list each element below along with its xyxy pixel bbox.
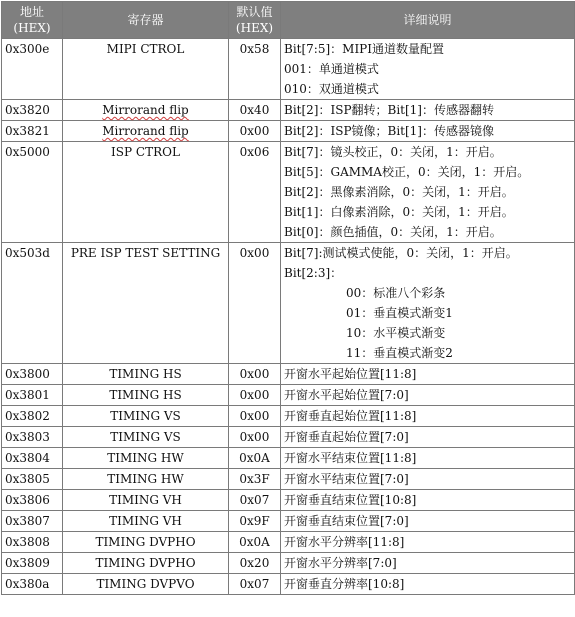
- register-name-text: TIMING HW: [107, 472, 184, 486]
- register-description: [281, 142, 575, 243]
- description-line: 开窗垂直分辨率[10:8]: [284, 577, 405, 591]
- description-line: 开窗水平结束位置[11:8]: [284, 451, 417, 465]
- register-name: [63, 142, 229, 243]
- register-description: [281, 532, 575, 553]
- register-name: [63, 406, 229, 427]
- register-default: 0x07: [229, 574, 281, 595]
- register-name: [63, 243, 229, 364]
- register-name-text: PRE ISP TEST SETTING: [70, 246, 221, 260]
- register-description: [281, 490, 575, 511]
- register-address: 0x3809: [2, 553, 63, 574]
- register-default: 0x3F: [229, 469, 281, 490]
- register-address: 0x5000: [2, 142, 63, 243]
- description-line: Bit[1]：白像素消除，0：关闭，1：开启。: [284, 205, 514, 219]
- register-name-text: TIMING HS: [109, 388, 182, 402]
- register-name-text: TIMING VS: [110, 430, 181, 444]
- header-default-unit: (HEX): [235, 21, 274, 35]
- register-name: [63, 448, 229, 469]
- register-name: [63, 427, 229, 448]
- header-description: 详细说明: [281, 2, 575, 39]
- register-default: 0x9F: [229, 511, 281, 532]
- register-description: [281, 469, 575, 490]
- description-line: 10：水平模式渐变: [346, 326, 446, 340]
- table-row: [2, 469, 575, 490]
- table-row: [2, 385, 575, 406]
- table-body: [2, 39, 575, 595]
- register-name: [63, 364, 229, 385]
- table-row: [2, 574, 575, 595]
- table-row: [2, 39, 575, 100]
- register-address: 0x3804: [2, 448, 63, 469]
- header-address-label: 地址: [19, 5, 44, 19]
- register-default: 0x20: [229, 553, 281, 574]
- register-name-text: TIMING VH: [109, 493, 182, 507]
- header-row: [2, 2, 575, 39]
- register-address: 0x300e: [2, 39, 63, 100]
- register-description: [281, 121, 575, 142]
- register-name-text: MIPI CTROL: [106, 42, 185, 56]
- description-line: 开窗垂直结束位置[7:0]: [284, 514, 409, 528]
- description-line: Bit[0]：颜色插值，0：关闭，1：开启。: [284, 225, 502, 239]
- register-name: [63, 532, 229, 553]
- register-name-text: TIMING HW: [107, 451, 184, 465]
- register-name-text: ISP CTROL: [111, 145, 180, 159]
- register-address: 0x3820: [2, 100, 63, 121]
- description-line: Bit[2]：ISP镜像；Bit[1]：传感器镜像: [284, 124, 494, 138]
- description-line: 开窗垂直起始位置[11:8]: [284, 409, 417, 423]
- register-name: [63, 100, 229, 121]
- table-row: [2, 364, 575, 385]
- register-default: 0x00: [229, 364, 281, 385]
- table-row: [2, 100, 575, 121]
- register-name: [63, 121, 229, 142]
- header-register: 寄存器: [63, 2, 229, 39]
- table-row: [2, 142, 575, 243]
- header-address-unit: (HEX): [13, 21, 51, 35]
- register-table: [1, 1, 575, 595]
- register-address: 0x3802: [2, 406, 63, 427]
- description-line: 01：垂直模式渐变1: [346, 306, 453, 320]
- register-address: 0x3805: [2, 469, 63, 490]
- table-row: [2, 427, 575, 448]
- header-default-label: 默认值: [236, 5, 273, 19]
- register-address: 0x380a: [2, 574, 63, 595]
- register-default: 0x0A: [229, 532, 281, 553]
- description-line: 010：双通道模式: [284, 82, 379, 96]
- register-description: [281, 406, 575, 427]
- description-line: Bit[7]:测试模式使能，0：关闭，1：开启。: [284, 246, 518, 260]
- register-name: [63, 553, 229, 574]
- register-address: 0x3806: [2, 490, 63, 511]
- table-row: [2, 511, 575, 532]
- description-line: 开窗垂直起始位置[7:0]: [284, 430, 409, 444]
- description-line: 00：标准八个彩条: [346, 286, 446, 300]
- register-name-text: TIMING HS: [109, 367, 182, 381]
- register-address: 0x3807: [2, 511, 63, 532]
- register-name: [63, 574, 229, 595]
- description-line: 开窗水平起始位置[7:0]: [284, 388, 409, 402]
- register-description: [281, 553, 575, 574]
- description-line: Bit[2]：黑像素消除，0：关闭，1：开启。: [284, 185, 514, 199]
- description-line: Bit[5]：GAMMA校正，0：关闭，1：开启。: [284, 165, 530, 179]
- header-default: [229, 2, 281, 39]
- description-line: Bit[7:5]：MIPI通道数量配置: [284, 42, 444, 56]
- register-name: [63, 469, 229, 490]
- register-description: [281, 511, 575, 532]
- register-name-text: TIMING VH: [109, 514, 182, 528]
- table-row: [2, 448, 575, 469]
- register-name-text: Mirrorand flip: [102, 103, 189, 117]
- register-description: [281, 39, 575, 100]
- register-name-text: TIMING DVPHO: [95, 535, 196, 549]
- register-name: [63, 39, 229, 100]
- register-default: 0x0A: [229, 448, 281, 469]
- register-address: 0x3801: [2, 385, 63, 406]
- register-default: 0x58: [229, 39, 281, 100]
- register-description: [281, 574, 575, 595]
- register-description: [281, 427, 575, 448]
- header-address: [2, 2, 63, 39]
- table-row: [2, 121, 575, 142]
- description-line: 001：单通道模式: [284, 62, 379, 76]
- table-row: [2, 532, 575, 553]
- register-address: 0x3800: [2, 364, 63, 385]
- register-default: 0x07: [229, 490, 281, 511]
- table-row: [2, 553, 575, 574]
- register-description: [281, 385, 575, 406]
- register-name: [63, 490, 229, 511]
- description-line: 开窗垂直结束位置[10:8]: [284, 493, 417, 507]
- register-default: 0x00: [229, 121, 281, 142]
- register-default: 0x00: [229, 243, 281, 364]
- register-name-text: TIMING DVPVO: [96, 577, 195, 591]
- register-name-text: TIMING DVPHO: [95, 556, 196, 570]
- register-description: [281, 100, 575, 121]
- register-default: 0x06: [229, 142, 281, 243]
- description-line: Bit[7]：镜头校正，0：关闭，1：开启。: [284, 145, 502, 159]
- register-name: [63, 385, 229, 406]
- description-line: 开窗水平起始位置[11:8]: [284, 367, 417, 381]
- table-row: [2, 406, 575, 427]
- register-name-text: TIMING VS: [110, 409, 181, 423]
- table-row: [2, 243, 575, 364]
- register-default: 0x40: [229, 100, 281, 121]
- register-description: [281, 243, 575, 364]
- register-default: 0x00: [229, 385, 281, 406]
- register-default: 0x00: [229, 427, 281, 448]
- description-line: Bit[2]：ISP翻转；Bit[1]：传感器翻转: [284, 103, 494, 117]
- description-line: 开窗水平结束位置[7:0]: [284, 472, 409, 486]
- description-line: 开窗水平分辨率[7:0]: [284, 556, 397, 570]
- description-line: 11：垂直模式渐变2: [346, 346, 453, 360]
- register-address: 0x3803: [2, 427, 63, 448]
- description-line: 开窗水平分辨率[11:8]: [284, 535, 405, 549]
- register-default: 0x00: [229, 406, 281, 427]
- register-address: 0x3808: [2, 532, 63, 553]
- description-line: Bit[2:3]：: [284, 266, 343, 280]
- table-row: [2, 490, 575, 511]
- register-address: 0x503d: [2, 243, 63, 364]
- register-description: [281, 364, 575, 385]
- register-name-text: Mirrorand flip: [102, 124, 189, 138]
- register-address: 0x3821: [2, 121, 63, 142]
- register-description: [281, 448, 575, 469]
- register-name: [63, 511, 229, 532]
